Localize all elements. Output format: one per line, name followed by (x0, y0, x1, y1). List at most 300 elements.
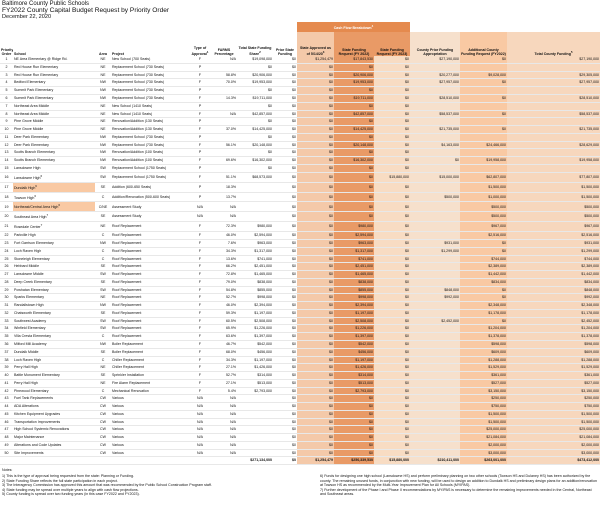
table-cell: Various (111, 403, 189, 411)
table-cell: 7.6% (211, 240, 237, 248)
table-cell: $0 (374, 118, 410, 126)
table-cell (410, 202, 460, 212)
table-cell: $500,000 (507, 212, 600, 222)
table-row (0, 141, 600, 149)
table-cell: $0 (334, 149, 374, 157)
table-cell: $0 (297, 79, 334, 87)
table-cell: N/A (189, 434, 211, 442)
table-cell: 27.1% (211, 379, 237, 387)
table-cell: 52.7% (211, 372, 237, 380)
table-cell: Summit Park Elementary (13, 87, 95, 95)
table-cell (460, 118, 507, 126)
table-cell: $0 (374, 157, 410, 165)
table-cell: NW (95, 302, 111, 310)
table-cell: $0 (334, 118, 374, 126)
table-row (0, 395, 600, 403)
table-cell: $0 (374, 418, 410, 426)
table-cell: Assessment Study (111, 212, 189, 222)
table-cell: $0 (374, 325, 410, 333)
table-cell: $0 (374, 333, 410, 341)
table-cell: 79.0% (211, 278, 237, 286)
table-row (0, 426, 600, 434)
table-cell: Roof Replacement (111, 263, 189, 271)
table-cell: Roof Replacement (111, 325, 189, 333)
table-cell: Pine Grove Middle (13, 126, 95, 134)
table-cell: $838,000 (334, 278, 374, 286)
table-cell: $314,000 (237, 372, 273, 380)
table-cell: Kitchen Equipment Upgrades (13, 410, 95, 418)
table-cell: $0 (297, 164, 334, 172)
table-cell: N/A (211, 418, 237, 426)
table-cell: $0 (374, 110, 410, 118)
table-cell (237, 403, 273, 411)
table-cell: P (189, 87, 211, 95)
table-cell: Roof Replacement (111, 302, 189, 310)
table-cell: $0 (374, 341, 410, 349)
notes-right-column (320, 474, 598, 497)
table-cell: Summit Park Elementary (13, 95, 95, 103)
table-cell: NE (95, 222, 111, 232)
table-cell (460, 102, 507, 110)
table-cell (410, 356, 460, 364)
table-cell: Pinewood Elementary (13, 387, 95, 395)
column-header: Type of Approval$^1$ (191, 46, 209, 57)
table-cell: $17,843,530 (334, 56, 374, 63)
table-cell: $20,148,000 (237, 141, 273, 149)
table-cell: $2,451,000 (334, 263, 374, 271)
table-cell: NE (95, 63, 111, 71)
table-cell (410, 149, 460, 157)
table-cell: $0 (297, 434, 334, 442)
totals-row (0, 457, 600, 465)
table-cell: $20,906,000 (334, 71, 374, 79)
table-cell: $0 (374, 247, 410, 255)
table-cell: New School (1410 Seats) (111, 102, 189, 110)
table-cell: F (189, 157, 211, 165)
table-cell: $0 (297, 387, 334, 395)
table-cell: $1,288,000 (507, 356, 600, 364)
table-cell: N/A (211, 202, 237, 212)
table-cell: $0 (374, 302, 410, 310)
table-cell: 10 (0, 126, 13, 134)
table-cell: $19,711,000 (334, 95, 374, 103)
table-cell: $19,098,000 (237, 56, 273, 63)
table-cell: NE (95, 126, 111, 134)
table-row (0, 126, 600, 134)
table-cell: Replacement School (1750 Seats) (111, 164, 189, 172)
table-cell: $0 (273, 133, 297, 141)
table-cell: $0 (374, 141, 410, 149)
table-cell: Rosedale Center$^7$ (13, 222, 95, 232)
table-cell: $2,508,000 (334, 317, 374, 325)
table-cell (410, 418, 460, 426)
table-cell: $250,000 (460, 395, 507, 403)
report-title: FY2022 County Capital Budget Request by Priority Order (2, 6, 170, 14)
table-cell: 66.2% (211, 263, 237, 271)
table-cell: $15,880,000 (374, 172, 410, 182)
table-cell (237, 449, 273, 457)
table-cell: 50 (0, 449, 13, 457)
table-cell: 31 (0, 302, 13, 310)
table-cell: Replacement School (1750 Seats) (111, 172, 189, 182)
table-cell: $0 (374, 102, 410, 110)
table-cell (460, 63, 507, 71)
table-cell: $1,500,000 (460, 410, 507, 418)
table-cell: Northeast Area Middle (13, 102, 95, 110)
table-cell: Pine Grove Middle (13, 118, 95, 126)
table-cell: $0 (273, 255, 297, 263)
table-cell: $500,000 (410, 192, 460, 202)
table-cell: $0 (273, 141, 297, 149)
table-cell: $0 (297, 286, 334, 294)
table-cell: 4 (0, 79, 13, 87)
table-cell: $0 (460, 240, 507, 248)
table-cell: $19,958,000 (460, 157, 507, 165)
table-cell (507, 149, 600, 157)
column-header: Project (112, 52, 125, 57)
table-cell: $0 (374, 56, 410, 63)
table-row (0, 309, 600, 317)
table-cell: 37.0% (211, 126, 237, 134)
table-cell: Scotts Branch Elementary (13, 149, 95, 157)
table-cell: $24,466,000 (460, 141, 507, 149)
table-cell: Various (111, 449, 189, 457)
table-cell: 43 (0, 395, 13, 403)
table-cell: 3 (0, 71, 13, 79)
table-cell: F (189, 286, 211, 294)
table-cell: $0 (374, 348, 410, 356)
report-date: December 22, 2020 (2, 14, 52, 21)
table-cell: $28,510,000 (507, 95, 600, 103)
table-cell: $1,000,000 (460, 192, 507, 202)
table-cell: $1,197,000 (334, 309, 374, 317)
table-cell: Fuel Tank Replacements (13, 395, 95, 403)
table-cell: $0 (273, 247, 297, 255)
table-cell: 12 (0, 141, 13, 149)
table-cell (507, 164, 600, 172)
table-cell (237, 212, 273, 222)
table-cell: $0 (297, 333, 334, 341)
table-cell: N/A (189, 410, 211, 418)
table-cell: Roof Replacement (111, 309, 189, 317)
table-cell: Loch Raven High (13, 247, 95, 255)
table-cell: $0 (273, 126, 297, 134)
table-cell: C (95, 232, 111, 240)
table-cell: F (189, 309, 211, 317)
table-cell: N/A (189, 395, 211, 403)
table-cell: $2,394,000 (334, 302, 374, 310)
table-cell: $1,204,000 (507, 325, 600, 333)
table-cell: $0 (334, 87, 374, 95)
table-cell: $2,793,000 (334, 387, 374, 395)
table-cell: $0 (237, 63, 273, 71)
table-cell: 72.3% (211, 222, 237, 232)
table-cell: $0 (334, 403, 374, 411)
table-cell: $0 (297, 309, 334, 317)
table-cell: $0 (374, 63, 410, 71)
table-cell: $0 (273, 426, 297, 434)
table-cell: $998,000 (237, 294, 273, 302)
table-cell (410, 387, 460, 395)
table-cell: $0 (273, 317, 297, 325)
table-cell: $0 (374, 126, 410, 134)
table-cell: $1,254,479 (297, 56, 334, 63)
table-cell: 26 (0, 263, 13, 271)
table-cell: $361,000 (460, 372, 507, 380)
table-cell: 21 (0, 222, 13, 232)
table-cell: $0 (297, 418, 334, 426)
table-cell: $0 (273, 356, 297, 364)
table-cell: Roof Replacement (111, 286, 189, 294)
table-cell: 14.3% (211, 95, 237, 103)
total-cell: $15,880,000 (374, 457, 410, 465)
table-cell: NE (95, 294, 111, 302)
table-cell: $2,452,000 (507, 317, 600, 325)
table-row (0, 263, 600, 271)
table-cell: $0 (273, 110, 297, 118)
table-cell (410, 309, 460, 317)
column-header: Total State Funding Share$^2$ (238, 46, 272, 57)
table-row (0, 325, 600, 333)
table-cell: NW (95, 157, 111, 165)
table-cell: $42,857,000 (237, 110, 273, 118)
table-cell (211, 149, 237, 157)
table-cell: $0 (273, 56, 297, 63)
table-cell: $1,197,000 (237, 356, 273, 364)
table-cell: $3,000,000 (507, 449, 600, 457)
table-cell: NE (95, 364, 111, 372)
table-cell: N/A (189, 449, 211, 457)
table-cell: $68,573,000 (237, 172, 273, 182)
table-cell: $848,000 (507, 286, 600, 294)
table-cell: $0 (273, 63, 297, 71)
total-cell (13, 457, 95, 465)
table-cell: CW (95, 434, 111, 442)
table-cell (460, 133, 507, 141)
table-cell: F (189, 247, 211, 255)
note-item: 2) State Funding Share reflects the full state participation in each project. (2, 478, 118, 483)
table-cell: 25 (0, 255, 13, 263)
table-cell: $0 (374, 232, 410, 240)
table-cell: CW (95, 441, 111, 449)
table-row (0, 410, 600, 418)
table-row (0, 247, 600, 255)
table-cell: $0 (297, 141, 334, 149)
table-cell: $0 (297, 372, 334, 380)
total-cell: $250,339,530 (334, 457, 374, 465)
table-body (0, 56, 600, 465)
table-row (0, 182, 600, 192)
table-cell: $0 (460, 110, 507, 118)
table-cell: 11 (0, 133, 13, 141)
table-cell: Assessment Study (111, 202, 189, 212)
table-cell (410, 348, 460, 356)
table-cell: N/A (189, 426, 211, 434)
table-cell: Replacement School (730 Seats) (111, 95, 189, 103)
table-row (0, 222, 600, 232)
table-cell: $992,000 (410, 294, 460, 302)
table-row (0, 356, 600, 364)
table-cell: SE (95, 182, 111, 192)
table-cell: Loch Raven High (13, 356, 95, 364)
table-cell: $931,000 (507, 240, 600, 248)
table-cell: $0 (273, 387, 297, 395)
table-cell: Chiller Replacement (111, 356, 189, 364)
table-cell (460, 87, 507, 95)
table-cell: $27,957,000 (507, 79, 600, 87)
table-row (0, 102, 600, 110)
table-cell: $0 (297, 87, 334, 95)
table-cell: C (95, 255, 111, 263)
table-cell: $3,000,000 (460, 449, 507, 457)
table-cell (410, 395, 460, 403)
table-cell: P (189, 118, 211, 126)
table-cell: $598,000 (507, 341, 600, 349)
table-cell: $0 (460, 95, 507, 103)
table-cell: $58,537,000 (507, 110, 600, 118)
table-row (0, 164, 600, 172)
table-cell: C (95, 356, 111, 364)
table-cell: 22 (0, 232, 13, 240)
table-cell: $1,529,000 (507, 364, 600, 372)
table-row (0, 434, 600, 442)
table-cell: N/A (211, 56, 237, 63)
table-cell: $0 (374, 222, 410, 232)
table-cell: $9,028,000 (460, 71, 507, 79)
table-cell: $3,150,000 (460, 387, 507, 395)
table-cell: N/A (211, 434, 237, 442)
table-cell (460, 164, 507, 172)
table-cell: $527,000 (507, 379, 600, 387)
table-cell: $0 (460, 79, 507, 87)
table-cell: Lansdowne High (13, 164, 95, 172)
table-cell: SE (95, 309, 111, 317)
table-cell: $20,148,000 (334, 141, 374, 149)
table-row (0, 294, 600, 302)
table-cell: 35 (0, 333, 13, 341)
table-cell: Roof Replacement (111, 333, 189, 341)
table-cell: 38 (0, 356, 13, 364)
table-cell: $1,299,000 (410, 247, 460, 255)
table-cell: $744,000 (460, 255, 507, 263)
table-row (0, 379, 600, 387)
table-cell: $0 (374, 317, 410, 325)
table-cell: $0 (297, 118, 334, 126)
table-cell (507, 133, 600, 141)
table-cell: 42 (0, 387, 13, 395)
table-cell: $2,348,000 (507, 302, 600, 310)
table-cell: F (189, 341, 211, 349)
table-cell: SE (95, 278, 111, 286)
table-row (0, 79, 600, 87)
table-cell: $0 (297, 364, 334, 372)
table-cell: $1,465,000 (334, 271, 374, 279)
table-cell: N/A (211, 395, 237, 403)
table-cell: F (189, 302, 211, 310)
table-cell: $0 (374, 79, 410, 87)
table-row (0, 56, 600, 63)
table-cell: Roof Replacement (111, 232, 189, 240)
table-cell: $1,378,000 (507, 333, 600, 341)
table-cell: Boiler Replacement (111, 341, 189, 349)
table-cell: $0 (273, 348, 297, 356)
table-cell: F (189, 387, 211, 395)
table-cell: $2,508,000 (237, 317, 273, 325)
table-cell (237, 434, 273, 442)
table-cell: $21,084,000 (507, 434, 600, 442)
table-cell: $0 (297, 348, 334, 356)
table-cell (237, 202, 273, 212)
table-cell (410, 182, 460, 192)
table-cell: 45 (0, 410, 13, 418)
table-row (0, 348, 600, 356)
table-cell: F (189, 255, 211, 263)
table-cell: SW (95, 325, 111, 333)
table-cell: $0 (273, 222, 297, 232)
table-cell: $456,000 (237, 348, 273, 356)
table-cell: F (189, 232, 211, 240)
table-cell: $0 (273, 240, 297, 248)
table-cell: $0 (374, 149, 410, 157)
table-cell (410, 255, 460, 263)
table-cell: $0 (297, 271, 334, 279)
table-cell: Replacement School (730 Seats) (111, 87, 189, 95)
table-cell: $2,793,000 (237, 387, 273, 395)
table-cell: $14,425,000 (237, 126, 273, 134)
table-cell: Mechanical Renovation (111, 387, 189, 395)
table-cell: $0 (374, 212, 410, 222)
table-cell: Various (111, 426, 189, 434)
table-cell: F (189, 263, 211, 271)
table-cell (410, 410, 460, 418)
table-cell: $0 (273, 263, 297, 271)
table-cell: F (189, 278, 211, 286)
table-cell: Roof Replacement (111, 240, 189, 248)
table-cell: $0 (273, 202, 297, 212)
table-cell: $0 (237, 164, 273, 172)
table-cell: $2,389,000 (507, 263, 600, 271)
table-cell: $0 (374, 449, 410, 457)
table-cell: $0 (374, 87, 410, 95)
table-row (0, 157, 600, 165)
table-cell: Lansdowne High$^6$ (13, 172, 95, 182)
table-cell: SW (95, 164, 111, 172)
table-cell: $500,000 (507, 202, 600, 212)
table-cell: Roof Replacement (111, 255, 189, 263)
table-cell: $25,000,000 (507, 426, 600, 434)
table-cell: NE Area Elementary @ Ridge Rd. (13, 56, 95, 63)
table-cell: P (189, 149, 211, 157)
table-cell: 15 (0, 164, 13, 172)
table-cell: 16 (0, 172, 13, 182)
table-cell: $1,378,000 (460, 333, 507, 341)
table-cell: SE (95, 263, 111, 271)
table-cell: $27,190,000 (410, 56, 460, 63)
table-cell (211, 63, 237, 71)
table-cell: $0 (273, 149, 297, 157)
table-cell: $0 (374, 182, 410, 192)
table-row (0, 133, 600, 141)
table-cell: Renovation/Addition (130 Seats) (111, 126, 189, 134)
table-cell: $0 (297, 255, 334, 263)
table-cell: Renovation/Addition (100 Seats) (111, 149, 189, 157)
table-cell: Site Improvements (13, 449, 95, 457)
table-cell: SW (95, 286, 111, 294)
table-cell: $1,299,000 (507, 247, 600, 255)
table-cell: $0 (297, 426, 334, 434)
table-row (0, 302, 600, 310)
table-cell: Hebbard Middle (13, 263, 95, 271)
